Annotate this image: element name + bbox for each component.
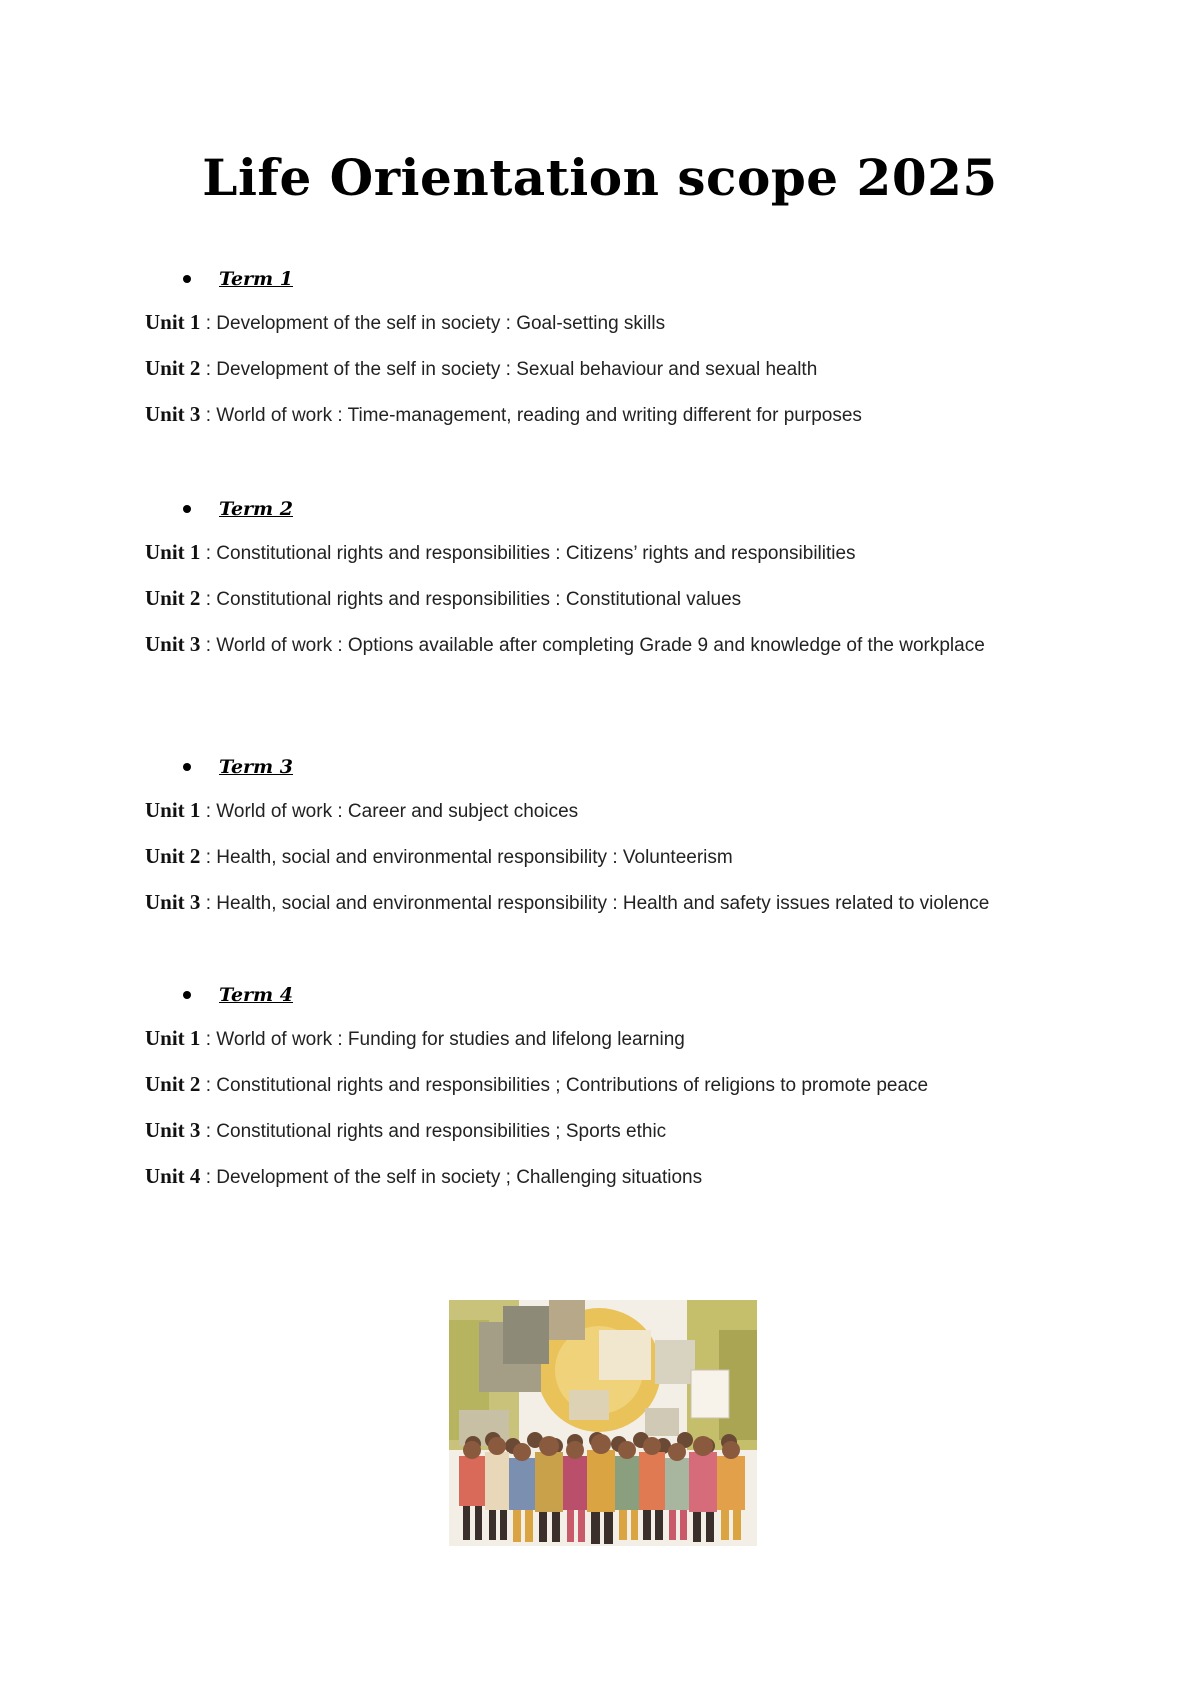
term-label: Term 3 bbox=[219, 756, 293, 778]
unit-item: Unit 3 : Health, social and environmental responsibility : Health and safety issues related to violence bbox=[145, 890, 990, 914]
unit-text: Development of the self in society : Goal-setting skills bbox=[216, 313, 666, 334]
unit-name: Unit 2 bbox=[145, 844, 201, 868]
unit-item: Unit 2 : Constitutional rights and responsibilities : Constitutional values bbox=[145, 586, 742, 610]
unit-item: Unit 4 : Development of the self in society ; Challenging situations bbox=[145, 1164, 703, 1188]
unit-list bbox=[145, 538, 1095, 660]
unit-text: World of work : Career and subject choices bbox=[216, 801, 579, 822]
unit-name: Unit 1 bbox=[145, 540, 201, 564]
unit-list bbox=[145, 308, 1095, 430]
unit-text: Constitutional rights and responsibilities : Constitutional values bbox=[216, 589, 742, 610]
unit-item: Unit 2 : Development of the self in society : Sexual behaviour and sexual health bbox=[145, 356, 818, 380]
unit-item: Unit 1 : World of work : Career and subject choices bbox=[145, 798, 579, 822]
bullet-icon bbox=[183, 505, 191, 513]
unit-name: Unit 3 bbox=[145, 890, 201, 914]
unit-name: Unit 1 bbox=[145, 798, 201, 822]
unit-name: Unit 1 bbox=[145, 1026, 201, 1050]
unit-item: Unit 1 : World of work : Funding for studies and lifelong learning bbox=[145, 1026, 685, 1050]
unit-text: Health, social and environmental responsibility : Health and safety issues related to violence bbox=[216, 893, 990, 914]
bullet-icon bbox=[183, 763, 191, 771]
unit-item: Unit 3 : World of work : Options available after completing Grade 9 and knowledge of the workplace bbox=[145, 632, 985, 656]
term-label: Term 2 bbox=[219, 498, 293, 520]
unit-text: Constitutional rights and responsibilities ; Sports ethic bbox=[216, 1121, 667, 1142]
bullet-icon bbox=[183, 991, 191, 999]
term-heading bbox=[183, 264, 1095, 294]
unit-text: World of work : Time-management, reading and writing different for purposes bbox=[216, 405, 862, 426]
unit-text: Constitutional rights and responsibilities : Citizens’ rights and responsibilities bbox=[216, 543, 856, 564]
unit-text: World of work : Options available after completing Grade 9 and knowledge of the workplace bbox=[216, 635, 985, 656]
term-3-section bbox=[145, 752, 1095, 934]
unit-name: Unit 2 bbox=[145, 586, 201, 610]
unit-text: Constitutional rights and responsibilities ; Contributions of religions to promote peace bbox=[216, 1075, 929, 1096]
unit-name: Unit 3 bbox=[145, 632, 201, 656]
unit-name: Unit 1 bbox=[145, 310, 201, 334]
unit-text: Development of the self in society ; Challenging situations bbox=[216, 1167, 703, 1188]
unit-item: Unit 2 : Health, social and environmental responsibility : Volunteerism bbox=[145, 844, 733, 868]
unit-text: World of work : Funding for studies and lifelong learning bbox=[216, 1029, 685, 1050]
term-label: Term 4 bbox=[219, 984, 293, 1006]
unit-name: Unit 4 bbox=[145, 1164, 201, 1188]
term-1-section bbox=[145, 264, 1095, 446]
unit-item: Unit 1 : Constitutional rights and responsibilities : Citizens’ rights and responsibilities bbox=[145, 540, 856, 564]
unit-name: Unit 2 bbox=[145, 356, 201, 380]
term-4-section bbox=[145, 980, 1095, 1208]
crowd-of-people-illustration bbox=[449, 1300, 757, 1546]
unit-text: Health, social and environmental responsibility : Volunteerism bbox=[216, 847, 733, 868]
bullet-icon bbox=[183, 275, 191, 283]
unit-list bbox=[145, 796, 1095, 918]
term-heading bbox=[183, 752, 1095, 782]
unit-item: Unit 3 : Constitutional rights and responsibilities ; Sports ethic bbox=[145, 1118, 667, 1142]
term-2-section bbox=[145, 494, 1095, 676]
unit-item: Unit 2 : Constitutional rights and responsibilities ; Contributions of religions to promote peace bbox=[145, 1072, 929, 1096]
unit-name: Unit 2 bbox=[145, 1072, 201, 1096]
unit-item: Unit 3 : World of work : Time-management, reading and writing different for purposes bbox=[145, 402, 862, 426]
unit-name: Unit 3 bbox=[145, 402, 201, 426]
term-label: Term 1 bbox=[219, 268, 293, 290]
page-title: Life Orientation scope 2025 bbox=[202, 148, 998, 207]
unit-name: Unit 3 bbox=[145, 1118, 201, 1142]
unit-item: Unit 1 : Development of the self in society : Goal-setting skills bbox=[145, 310, 666, 334]
unit-list bbox=[145, 1024, 1095, 1192]
unit-text: Development of the self in society : Sexual behaviour and sexual health bbox=[216, 359, 818, 380]
term-heading bbox=[183, 980, 1095, 1010]
term-heading bbox=[183, 494, 1095, 524]
